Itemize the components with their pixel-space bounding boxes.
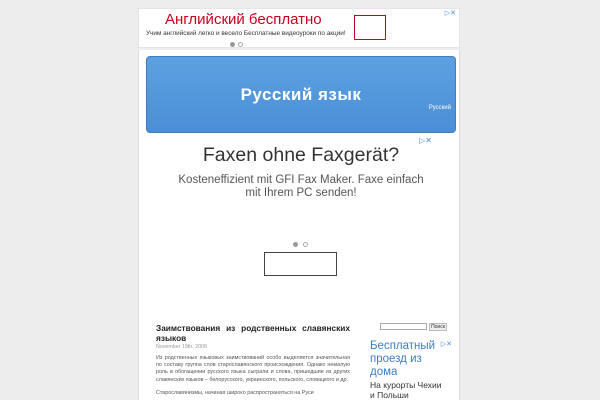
adchoices-icon[interactable]: ▷✕ <box>440 341 452 348</box>
site-title[interactable]: Русский язык <box>240 85 362 104</box>
search-form <box>380 323 448 331</box>
site-header <box>146 56 456 133</box>
adchoices-icon[interactable]: ▷✕ <box>444 10 456 17</box>
sidebar-ad-text[interactable]: На курорты Чехии и Польши <box>370 380 442 400</box>
ad-headline[interactable]: Faxen ohne Faxgerät? <box>202 144 400 166</box>
top-ad-title[interactable]: Английский бесплатно <box>165 11 322 28</box>
ad-cta-button[interactable] <box>264 252 337 276</box>
article-date: November 19th, 2008 <box>156 344 207 350</box>
article <box>156 323 350 397</box>
article-body: Из родственных языковых заимствований особо выделяется значительная по составу группа слов старославянского происхождения. Однако немалую роль в обогащении русского языка сыграли и слова, пришедшие из других славянских языков – белорусского, украинского, польского, словацкого и др. <box>156 355 350 383</box>
carousel-dot-active[interactable] <box>293 242 298 247</box>
article-title[interactable]: Заимствования из родственных славянских языков <box>156 323 350 343</box>
article-body-continued: Старославянизмы, начиная широко распространяться на Руси <box>156 389 314 396</box>
display-ad[interactable] <box>170 136 432 336</box>
carousel-dot[interactable] <box>303 242 308 247</box>
search-input[interactable] <box>380 323 427 330</box>
top-banner-ad[interactable] <box>138 8 460 48</box>
adchoices-icon[interactable]: ▷✕ <box>419 136 432 145</box>
search-button[interactable]: Поиск <box>429 323 447 331</box>
page-container <box>138 50 460 400</box>
carousel-dot-active[interactable] <box>230 42 235 47</box>
carousel-dot[interactable] <box>238 42 243 47</box>
top-ad-cta-button[interactable] <box>354 15 386 40</box>
ad-description[interactable]: Kosteneffizient mit GFI Fax Maker. Faxe einfach mit Ihrem PC senden! <box>178 174 424 199</box>
sidebar-ad[interactable] <box>370 340 452 400</box>
language-link[interactable]: Русский <box>428 105 451 111</box>
sidebar-ad-headline[interactable]: Бесплатный проезд из дома <box>370 340 436 378</box>
top-ad-subtitle[interactable]: Учим английский легко и весело Бесплатные видеоуроки по акции! <box>146 30 346 37</box>
